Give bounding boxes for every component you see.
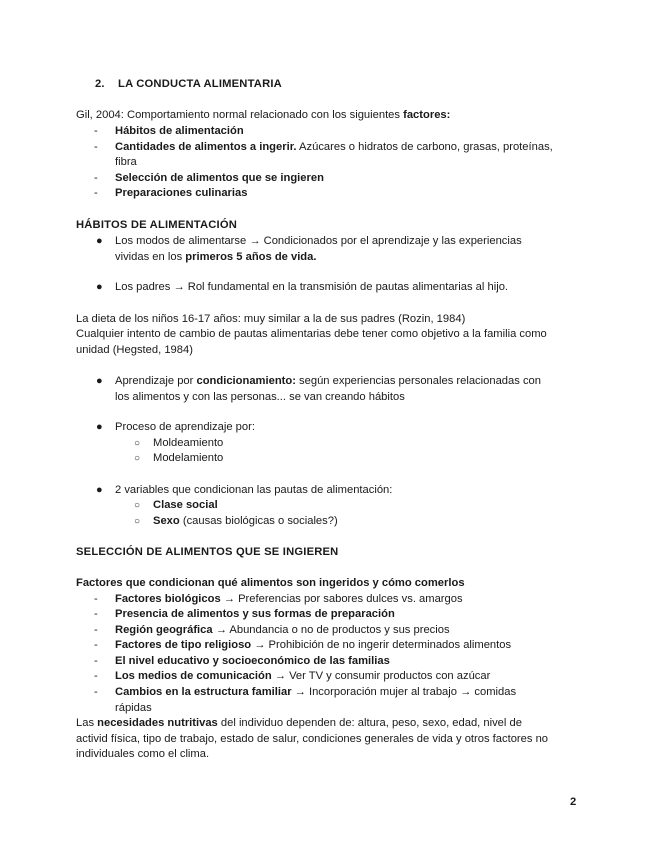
list-item: Aprendizaje por condicionamiento: según experiencias personales relacionadas con los alimentos y con las personas... se van creando hábitos — [115, 375, 541, 403]
sub-list-item: Sexo (causas biológicas o sociales?) — [153, 515, 338, 527]
circle-bullet-icon: ○ — [134, 453, 141, 464]
intro-line: Gil, 2004: Comportamiento normal relacionado con los siguientes factores: — [76, 109, 451, 121]
bullet-icon: ● — [96, 281, 103, 293]
bullet-icon: ● — [96, 421, 103, 433]
list-item: Presencia de alimentos y sus formas de preparación — [115, 608, 395, 620]
list-item: Región geográfica → Abundancia o no de productos y sus precios — [115, 624, 450, 636]
paragraph: Las necesidades nutritivas del individuo dependen de: altura, peso, sexo, edad, nivel de activid física, tipo de trabajo, estado de salur, condiciones generales de vida y otros factores no individuales como el clima. — [76, 717, 549, 761]
list-item: Los medios de comunicación → Ver TV y consumir productos con azúcar — [115, 670, 491, 682]
subheading: Factores que condicionan qué alimentos son ingeridos y cómo comerlos — [76, 577, 465, 589]
circle-bullet-icon: ○ — [134, 516, 141, 527]
list-item: Cantidades de alimentos a ingerir. Azúcares o hidratos de carbono, grasas, proteínas, — [115, 141, 553, 153]
list-item: 2 variables que condicionan las pautas de alimentación: — [115, 484, 393, 496]
paragraph: La dieta de los niños 16-17 años: muy similar a la de sus padres (Rozin, 1984) — [76, 313, 466, 325]
list-item: Los padres → Rol fundamental en la transmisión de pautas alimentarias al hijo. — [115, 281, 509, 293]
list-item: Los modos de alimentarse → Condicionados por el aprendizaje y las experiencias vividas en los primeros 5 años de vida. — [115, 235, 522, 263]
document-page: 2. LA CONDUCTA ALIMENTARIA Gil, 2004: Comportamiento normal relacionado con los siguientes factores: - Hábitos de alimentación - Cantidades de alimentos a ingerir. Azúcares o hidratos de carbono, grasas, proteínas, fibra - Selección de alimentos que se ingieren - Preparaciones culinarias HÁBITOS DE ALIMENTACIÓN ● Los modos de alimentarse → Condicionados por el aprendizaje y las experiencias vividas en los primeros 5 años de vida. ● Los padres → Rol fundamental en la transmisión de pautas alimentarias al hijo. La dieta de los niños 16-17 años: muy similar a la de sus padres (Rozin, 1984) Cualquier intento de cambio de pautas alimentarias debe tener como objetivo a la familia como unidad (Hegsted, 1984) ● Aprendizaje por condicionamiento: según experiencias personales relacionadas con los alimentos y con las personas... se van creando hábitos ● Proceso de aprendizaje por: ○ Moldeamiento ○ Modelamiento ● 2 variables que condicionan las pautas de alimentación: ○ Clase social ○ Sexo (causas biológicas o sociales?) SELECCIÓN DE ALIMENTOS QUE SE INGIEREN Factores que condicionan qué alimentos son ingeridos y cómo comerlos - Factores biológicos → Preferencias por sabores dulces vs. amargos - Presencia de alimentos y sus formas de preparación - Región geográfica → Abundancia o no de productos y sus precios - Factores de tipo religioso → Prohibición de no ingerir determinados alimentos - El nivel educativo y socioeconómico de las familias - Los medios de comunicación → Ver TV y consumir productos con azúcar - Cambios en la estructura familiar → Incorporación mujer al trabajo → comidas rápidas Las necesidades nutritivas del individuo dependen de: altura, peso, sexo, edad, nivel de activid física, tipo de trabajo, estado de salur, condiciones generales de vida y otros factores no individuales como el clima. 2 — [0, 0, 655, 848]
list-item: Selección de alimentos que se ingieren — [115, 172, 324, 184]
bullet-icon: ● — [96, 235, 103, 247]
sub-list-item: Modelamiento — [153, 452, 224, 464]
subsection-heading: SELECCIÓN DE ALIMENTOS QUE SE INGIEREN — [76, 546, 339, 558]
list-item: Preparaciones culinarias — [115, 187, 248, 199]
paragraph: Cualquier intento de cambio de pautas alimentarias debe tener como objetivo a la familia como — [76, 328, 547, 340]
section-title: LA CONDUCTA ALIMENTARIA — [118, 78, 282, 90]
subsection-heading: HÁBITOS DE ALIMENTACIÓN — [76, 219, 238, 231]
list-item: Hábitos de alimentación — [115, 125, 244, 137]
sub-list-item: Moldeamiento — [153, 437, 224, 449]
paragraph-continuation: unidad (Hegsted, 1984) — [76, 344, 193, 356]
list-item: Proceso de aprendizaje por: — [115, 421, 255, 433]
list-item: Factores de tipo religioso → Prohibición de no ingerir determinados alimentos — [115, 639, 512, 651]
circle-bullet-icon: ○ — [134, 438, 141, 449]
circle-bullet-icon: ○ — [134, 500, 141, 511]
page-number: 2 — [570, 796, 577, 808]
list-item: Cambios en la estructura familiar → Incorporación mujer al trabajo → comidas rápidas — [115, 686, 517, 714]
list-item: El nivel educativo y socioeconómico de las familias — [115, 655, 390, 667]
list-item: Factores biológicos → Preferencias por sabores dulces vs. amargos — [115, 593, 463, 605]
sub-list-item: Clase social — [153, 499, 218, 511]
section-heading — [95, 77, 282, 93]
section-number: 2. — [95, 78, 105, 90]
list-item-continuation: fibra — [115, 156, 137, 168]
bullet-icon: ● — [96, 375, 103, 387]
bullet-icon: ● — [96, 484, 103, 496]
